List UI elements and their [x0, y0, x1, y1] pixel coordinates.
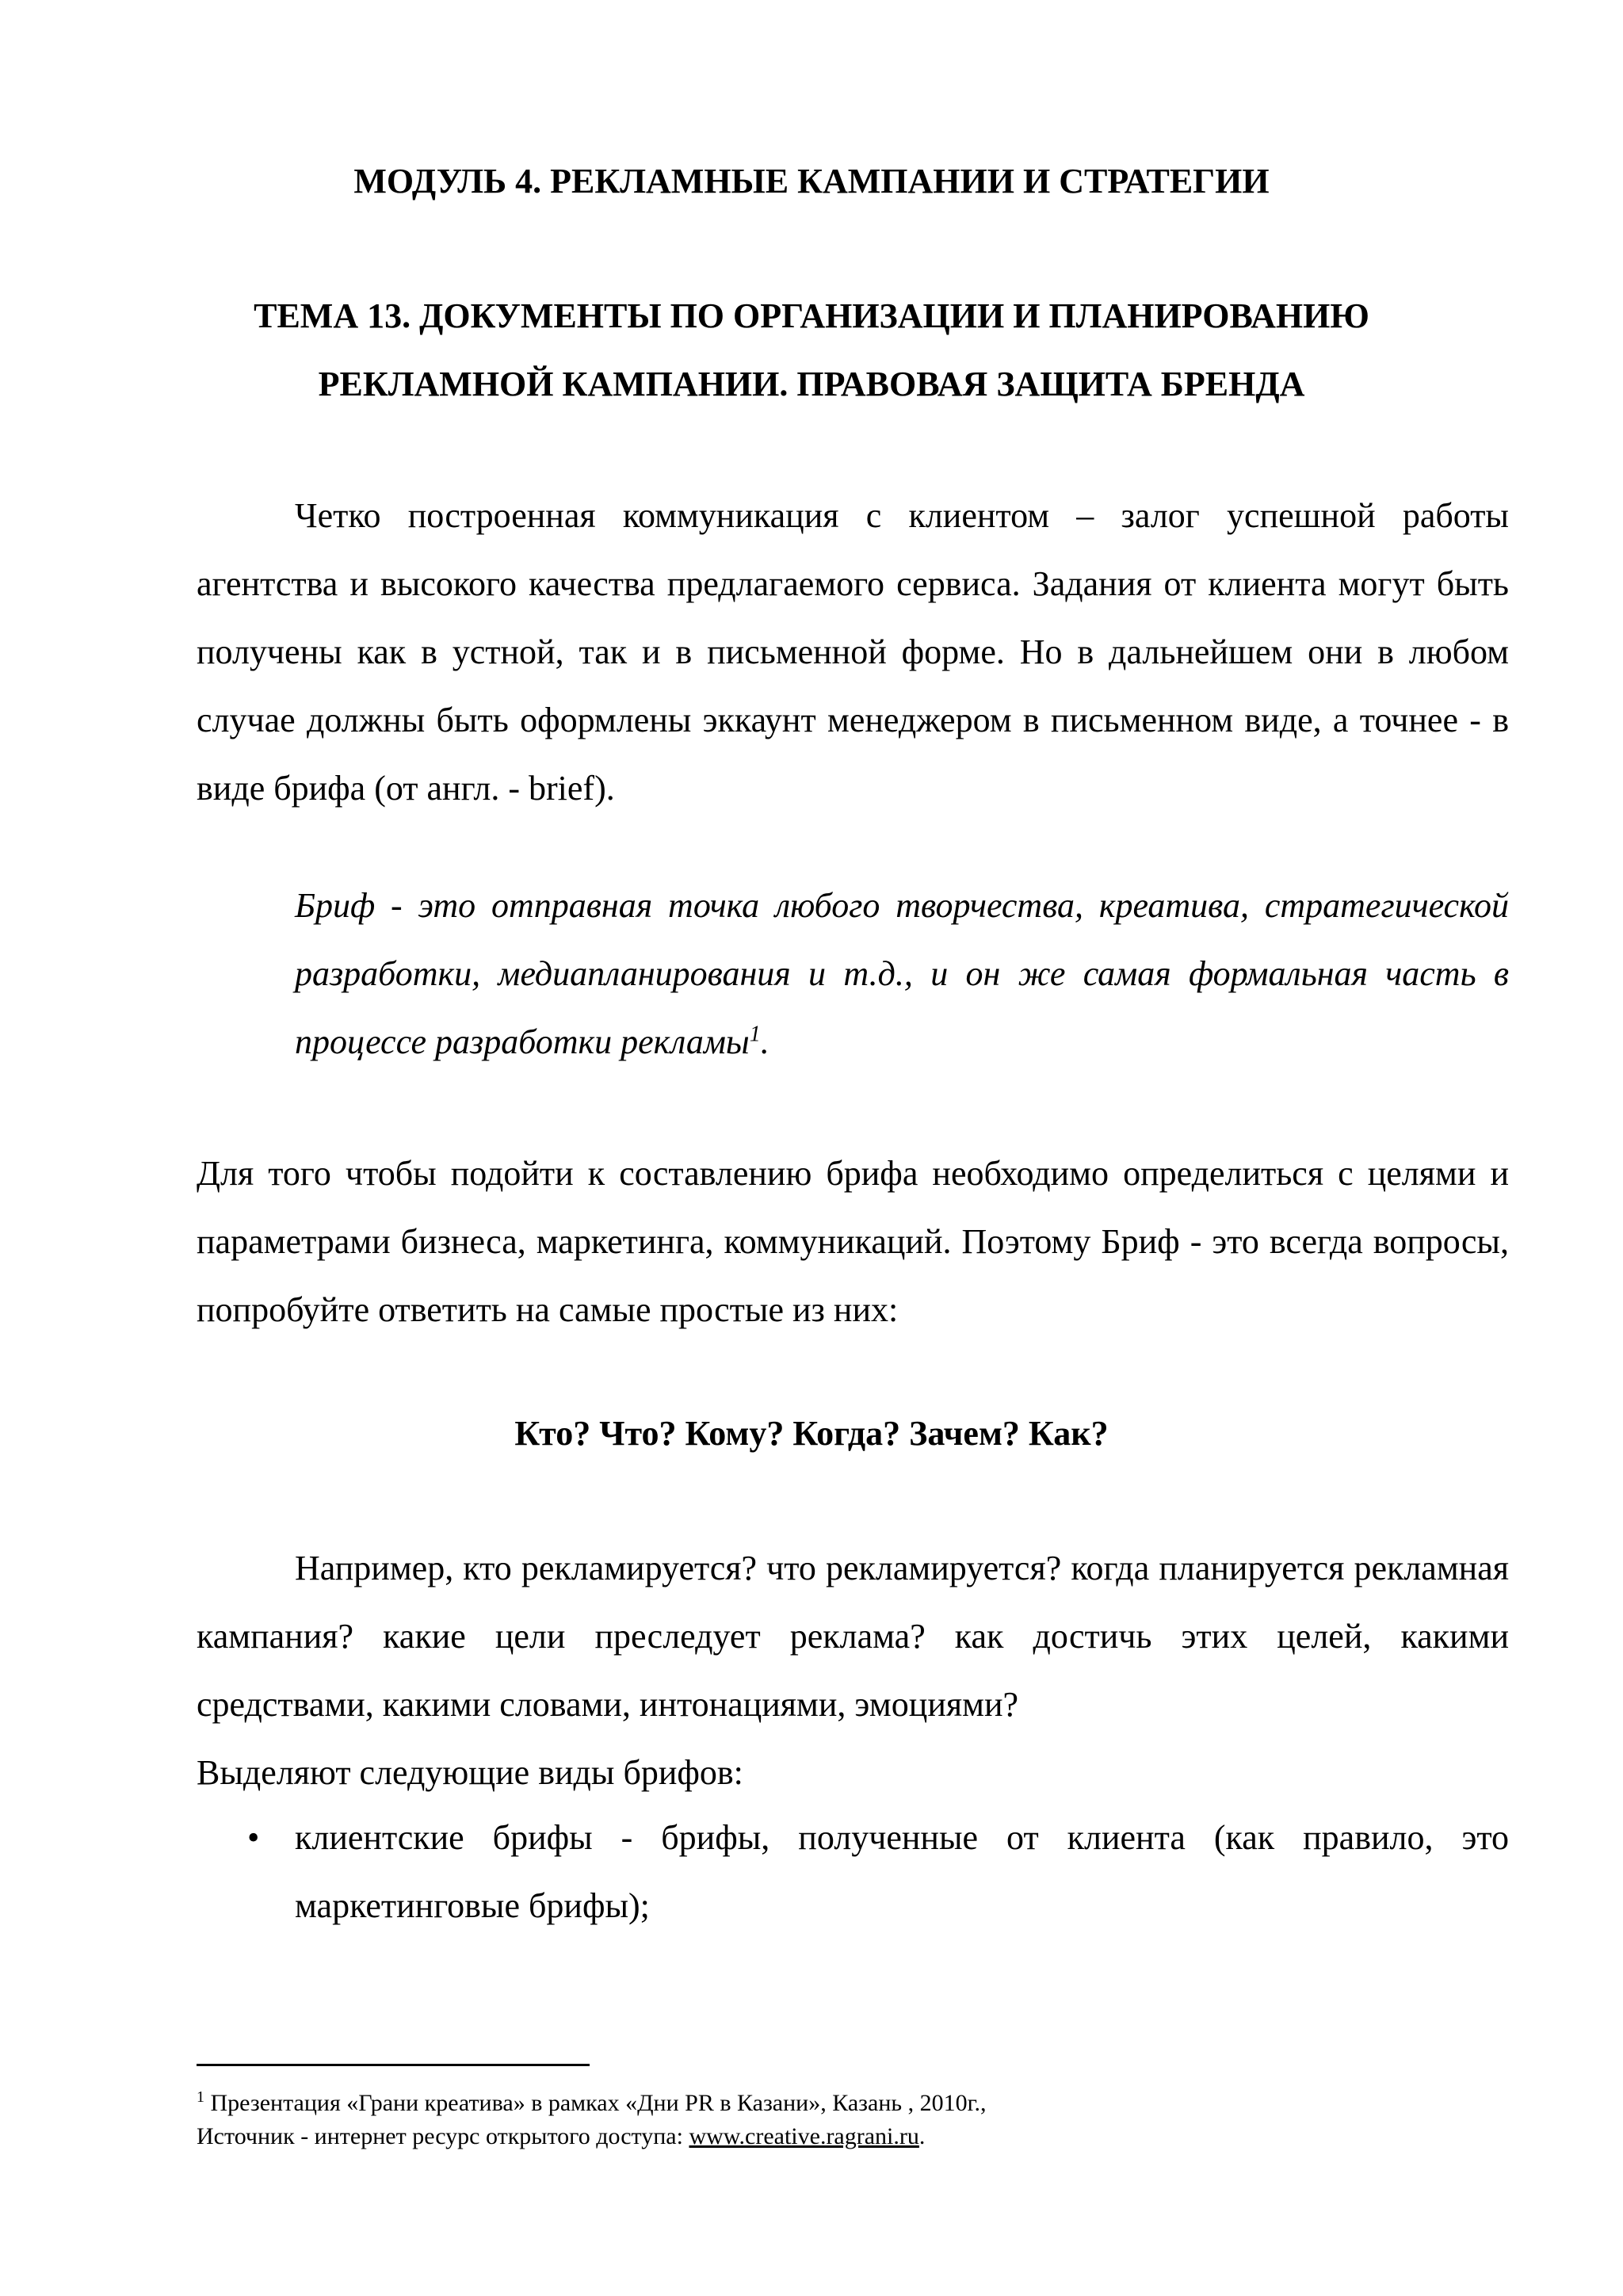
quote-end: .	[760, 1022, 769, 1061]
quote-text: Бриф - это отправная точка любого творчества, креатива, стратегической разработки, медиапланирования и т.д., и он же самая формальная часть в процессе разработки рекламы	[295, 886, 1509, 1061]
bullet-marker: •	[247, 1818, 260, 1857]
intro-paragraph: Четко построенная коммуникация с клиентом – залог успешной работы агентства и высокого качества предлагаемого сервиса. Задания от клиента могут быть получены как в устной, так и в письменной форме. Но в дальнейшем они в любом случае должны быть оформлены эккаунт менеджером в письменном виде, а точнее - в виде брифа (от англ. - brief).	[197, 496, 1509, 808]
footnote-separator	[197, 2064, 590, 2066]
topic-title-line-2: РЕКЛАМНОЙ КАМПАНИИ. ПРАВОВАЯ ЗАЩИТА БРЕНДА	[318, 365, 1305, 403]
footnote-source-prefix: Источник - интернет ресурс открытого доступа:	[197, 2123, 689, 2149]
footnote-line-2	[197, 2119, 1509, 2154]
footnote-source-link[interactable]: www.creative.ragrani.ru	[689, 2123, 919, 2149]
bullet-item-client-briefs: клиентские брифы - брифы, полученные от клиента (как правило, это маркетинговые брифы);	[295, 1818, 1509, 1925]
brief-definition-quote	[295, 872, 1509, 1076]
footnote-reference[interactable]: 1	[749, 1022, 761, 1047]
key-questions: Кто? Что? Кому? Когда? Зачем? Как?	[514, 1414, 1109, 1453]
footnote-line-1	[197, 2086, 1509, 2121]
example-paragraph: Например, кто рекламируется? что рекламируется? когда планируется рекламная кампания? какие цели преследует реклама? как достичь этих целей, какими средствами, какими словами, интонациями, эмоциями?	[197, 1549, 1509, 1724]
brief-types-intro: Выделяют следующие виды брифов:	[197, 1753, 743, 1792]
footnote-number: 1	[197, 2088, 204, 2106]
footnote-source-suffix: .	[918, 2123, 926, 2149]
footnote-text: Презентация «Грани креатива» в рамках «Дни PR в Казани», Казань , 2010г.,	[210, 2090, 987, 2116]
module-title: МОДУЛЬ 4. РЕКЛАМНЫЕ КАМПАНИИ И СТРАТЕГИИ	[353, 162, 1270, 201]
brief-paragraph: Для того чтобы подойти к составлению брифа необходимо определиться с целями и параметрами бизнеса, маркетинга, коммуникаций. Поэтому Бриф - это всегда вопросы, попробуйте ответить на самые простые из них:	[197, 1154, 1509, 1329]
topic-title-line-1: ТЕМА 13. ДОКУМЕНТЫ ПО ОРГАНИЗАЦИИ И ПЛАНИРОВАНИЮ	[254, 296, 1369, 335]
